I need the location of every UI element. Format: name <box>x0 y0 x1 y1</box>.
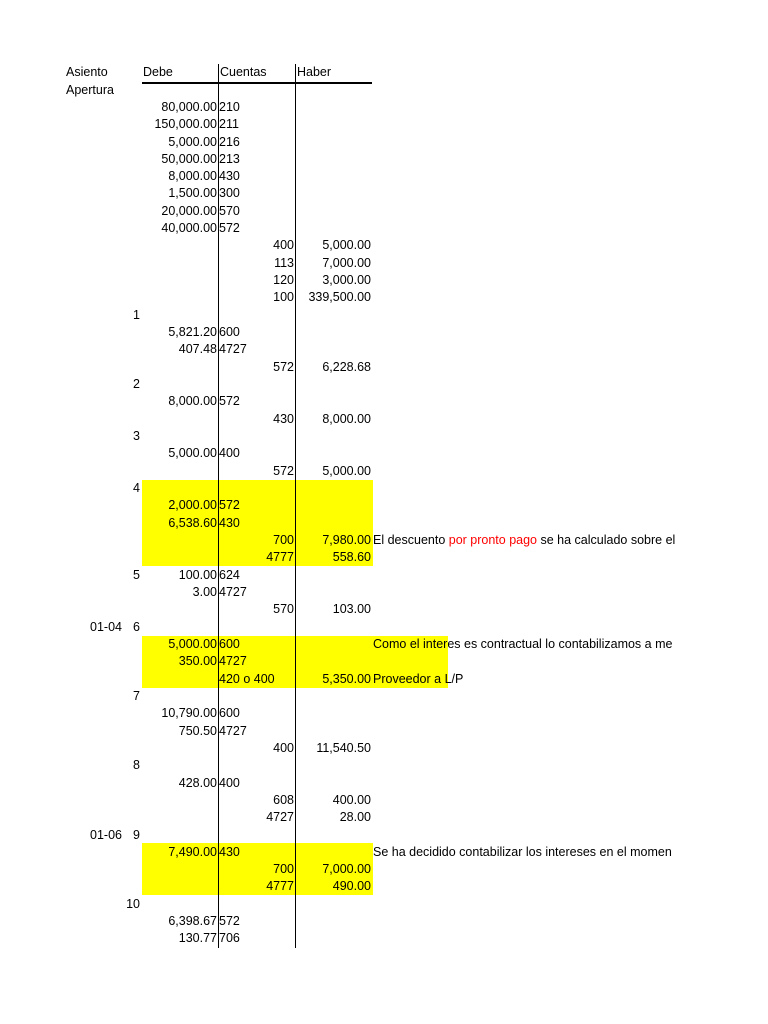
account-cell[interactable]: 113 <box>274 256 294 270</box>
debe-cell[interactable]: 100.00 <box>178 568 217 582</box>
debe-cell[interactable]: 5,821.20 <box>168 325 217 339</box>
entry-date[interactable]: 01-04 <box>90 620 122 634</box>
haber-cell[interactable]: 490.00 <box>332 879 371 893</box>
account-cell[interactable]: 4727 <box>219 724 247 738</box>
debe-cell[interactable]: 1,500.00 <box>168 186 217 200</box>
account-cell[interactable]: 572 <box>219 914 240 928</box>
account-cell[interactable]: 4777 <box>266 550 294 564</box>
account-cell[interactable]: 400 <box>273 238 294 252</box>
account-cell[interactable]: 624 <box>219 568 240 582</box>
account-cell[interactable]: 700 <box>273 533 294 547</box>
account-cell[interactable]: 120 <box>273 273 294 287</box>
debe-cell[interactable]: 150,000.00 <box>154 117 217 131</box>
account-cell[interactable]: 572 <box>219 394 240 408</box>
haber-cell[interactable]: 400.00 <box>332 793 371 807</box>
account-cell[interactable]: 210 <box>219 100 240 114</box>
account-cell[interactable]: 430 <box>219 845 240 859</box>
account-cell[interactable]: 4727 <box>219 585 247 599</box>
account-cell[interactable]: 430 <box>219 169 240 183</box>
debe-cell[interactable]: 5,000.00 <box>168 446 217 460</box>
entry-number[interactable]: 7 <box>133 689 140 703</box>
header-cuentas[interactable]: Cuentas <box>220 65 267 79</box>
account-cell[interactable]: 570 <box>273 602 294 616</box>
note-cell[interactable] <box>373 532 678 549</box>
debe-cell[interactable]: 7,490.00 <box>168 845 217 859</box>
header-debe[interactable]: Debe <box>143 65 173 79</box>
haber-cell[interactable]: 558.60 <box>332 550 371 564</box>
header-underline <box>142 82 372 84</box>
account-cell[interactable]: 430 <box>219 516 240 530</box>
debe-cell[interactable]: 750.50 <box>178 724 217 738</box>
haber-cell[interactable]: 6,228.68 <box>322 360 371 374</box>
account-cell[interactable]: 572 <box>219 498 240 512</box>
account-cell[interactable]: 4727 <box>266 810 294 824</box>
debe-cell[interactable]: 10,790.00 <box>161 706 217 720</box>
debe-cell[interactable]: 20,000.00 <box>161 204 217 218</box>
account-cell[interactable]: 572 <box>273 360 294 374</box>
account-cell[interactable]: 700 <box>273 862 294 876</box>
entry-number[interactable]: 3 <box>133 429 140 443</box>
haber-cell[interactable]: 11,540.50 <box>316 741 371 755</box>
account-cell[interactable]: 400 <box>219 776 240 790</box>
account-cell[interactable]: 600 <box>219 637 240 651</box>
entry-number[interactable]: 1 <box>133 308 140 322</box>
note-cell[interactable]: Se ha decidido contabilizar los intereses en el momen <box>373 845 672 859</box>
account-cell[interactable]: 400 <box>273 741 294 755</box>
header-haber[interactable]: Haber <box>297 65 332 79</box>
account-cell[interactable]: 420 o 400 <box>219 672 275 686</box>
haber-cell[interactable]: 28.00 <box>339 810 371 824</box>
account-cell[interactable]: 572 <box>219 221 240 235</box>
entry-number[interactable]: 6 <box>133 620 140 634</box>
haber-cell[interactable]: 8,000.00 <box>322 412 371 426</box>
account-cell[interactable]: 300 <box>219 186 240 200</box>
account-cell[interactable]: 213 <box>219 152 240 166</box>
account-cell[interactable]: 430 <box>273 412 294 426</box>
debe-cell[interactable]: 50,000.00 <box>161 152 217 166</box>
note-text-red: por pronto pago <box>448 533 538 547</box>
debe-cell[interactable]: 80,000.00 <box>161 100 217 114</box>
account-cell[interactable]: 4727 <box>219 654 247 668</box>
haber-cell[interactable]: 5,350.00 <box>322 672 371 686</box>
note-cell[interactable]: Como el interes es contractual lo contabilizamos a me <box>373 637 673 651</box>
debe-cell[interactable]: 130.77 <box>178 931 217 945</box>
debe-cell[interactable]: 5,000.00 <box>168 637 217 651</box>
account-cell[interactable]: 600 <box>219 325 240 339</box>
haber-cell[interactable]: 5,000.00 <box>322 238 371 252</box>
account-cell[interactable]: 400 <box>219 446 240 460</box>
debe-cell[interactable]: 6,398.67 <box>168 914 217 928</box>
entry-date[interactable]: 01-06 <box>90 828 122 842</box>
haber-cell[interactable]: 5,000.00 <box>322 464 371 478</box>
note-text: se ha calculado sobre el <box>537 533 676 547</box>
account-cell[interactable]: 4777 <box>266 879 294 893</box>
haber-cell[interactable]: 7,980.00 <box>322 533 371 547</box>
entry-number[interactable]: 9 <box>133 828 140 842</box>
debe-cell[interactable]: 407.48 <box>178 342 217 356</box>
debe-cell[interactable]: 428.00 <box>178 776 217 790</box>
note-text: El descuento <box>373 533 449 547</box>
debe-cell[interactable]: 6,538.60 <box>168 516 217 530</box>
account-cell[interactable]: 570 <box>219 204 240 218</box>
account-cell[interactable]: 600 <box>219 706 240 720</box>
haber-cell[interactable]: 7,000.00 <box>322 256 371 270</box>
debe-cell[interactable]: 8,000.00 <box>168 394 217 408</box>
entry-number[interactable]: 4 <box>133 481 140 495</box>
haber-cell[interactable]: 339,500.00 <box>308 290 371 304</box>
debe-cell[interactable]: 3.00 <box>192 585 217 599</box>
debe-cell[interactable]: 5,000.00 <box>168 135 217 149</box>
note-cell[interactable]: Proveedor a L/P <box>373 672 464 686</box>
account-cell[interactable]: 4727 <box>219 342 247 356</box>
account-cell[interactable]: 211 <box>219 117 239 131</box>
header-asiento[interactable]: Asiento <box>66 65 108 79</box>
entry-number[interactable]: 5 <box>133 568 140 582</box>
haber-cell[interactable]: 103.00 <box>332 602 371 616</box>
debe-cell[interactable]: 40,000.00 <box>161 221 217 235</box>
haber-cell[interactable]: 7,000.00 <box>322 862 371 876</box>
account-cell[interactable]: 216 <box>219 135 240 149</box>
account-cell[interactable]: 608 <box>273 793 294 807</box>
entry-number[interactable]: 2 <box>133 377 140 391</box>
debe-cell[interactable]: 350.00 <box>178 654 217 668</box>
entry-number[interactable]: 10 <box>126 897 140 911</box>
haber-cell[interactable]: 3,000.00 <box>322 273 371 287</box>
header-apertura[interactable]: Apertura <box>66 83 114 97</box>
entry-number[interactable]: 8 <box>133 758 140 772</box>
account-cell[interactable]: 100 <box>273 290 294 304</box>
account-cell[interactable]: 706 <box>219 931 240 945</box>
account-cell[interactable]: 572 <box>273 464 294 478</box>
debe-cell[interactable]: 8,000.00 <box>168 169 217 183</box>
debe-cell[interactable]: 2,000.00 <box>168 498 217 512</box>
